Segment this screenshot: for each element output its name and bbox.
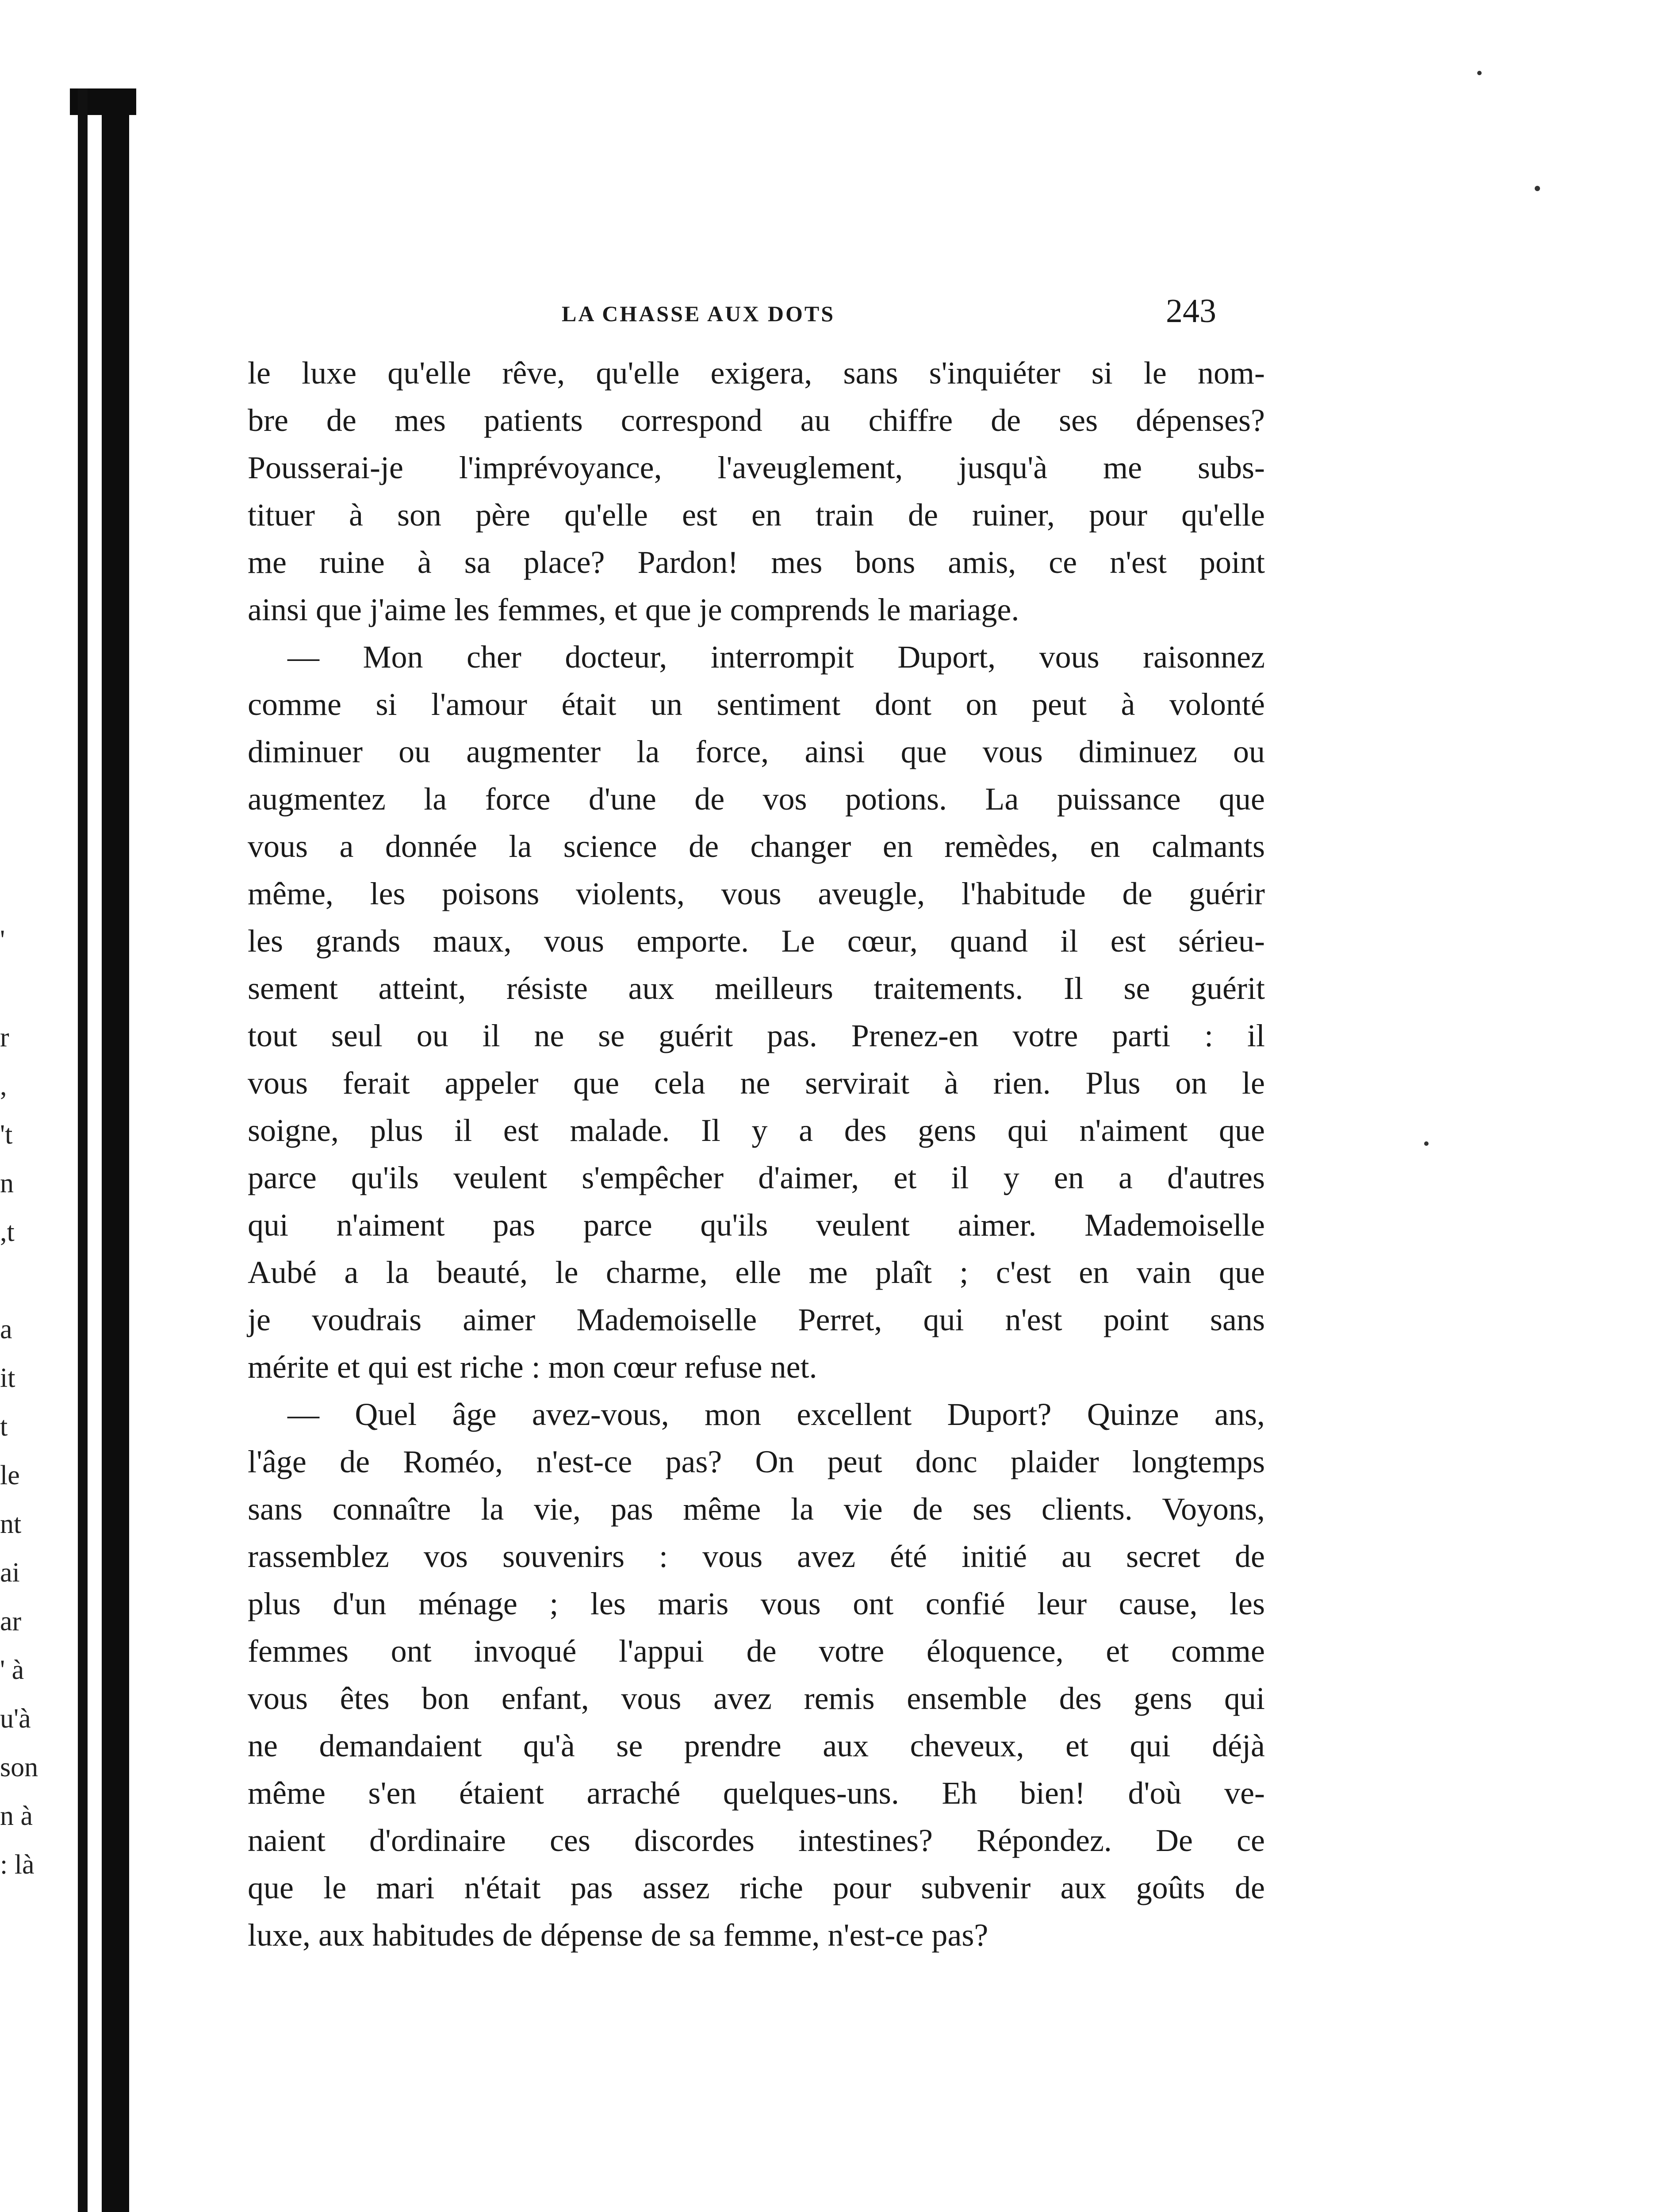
text-line: me ruine à sa place? Pardon! mes bons amis, ce n'est point: [248, 545, 1265, 580]
margin-fragment: ': [0, 925, 5, 955]
facing-page-fragments: [0, 916, 57, 1889]
page-number: 243: [1166, 292, 1216, 330]
running-title: LA CHASSE AUX DOTS: [562, 301, 835, 326]
margin-fragment: ,t: [0, 1217, 15, 1247]
text-line: luxe, aux habitudes de dépense de sa femme, n'est-ce pas?: [248, 1917, 988, 1953]
page-header: [562, 292, 1225, 332]
text-line: bre de mes patients correspond au chiffre de ses dépenses?: [248, 403, 1265, 438]
margin-fragment: 't: [0, 1120, 13, 1150]
margin-fragment: : là: [0, 1850, 34, 1880]
margin-fragment: r: [0, 1022, 9, 1052]
ink-speck: [1535, 186, 1540, 191]
binding-gutter: [102, 93, 129, 2212]
margin-fragment: [0, 1256, 57, 1305]
text-line: vous a donnée la science de changer en remèdes, en calmants: [248, 829, 1265, 864]
text-line: vous ferait appeler que cela ne servirait à rien. Plus on le: [248, 1065, 1265, 1101]
margin-fragment: ar: [0, 1606, 22, 1636]
text-line: rassemblez vos souvenirs : vous avez été initié au secret de: [248, 1539, 1265, 1574]
text-line: le luxe qu'elle rêve, qu'elle exigera, sans s'inquiéter si le nom-: [248, 355, 1265, 391]
ink-speck: [1424, 1141, 1429, 1146]
text-line: comme si l'amour était un sentiment dont on peut à volonté: [248, 687, 1265, 722]
margin-fragment: a: [0, 1314, 12, 1344]
text-line: ainsi que j'aime les femmes, et que je comprends le mariage.: [248, 592, 1019, 627]
text-line: parce qu'ils veulent s'empêcher d'aimer, et il y en a d'autres: [248, 1160, 1265, 1195]
text-line: Pousserai-je l'imprévoyance, l'aveuglement, jusqu'à me subs-: [248, 450, 1265, 485]
margin-fragment: ,: [0, 1071, 7, 1101]
text-line: ne demandaient qu'à se prendre aux cheveux, et qui déjà: [248, 1728, 1265, 1763]
text-line: sans connaître la vie, pas même la vie de ses clients. Voyons,: [248, 1491, 1265, 1527]
binding-edge: [78, 88, 88, 2212]
margin-fragment: it: [0, 1363, 15, 1393]
margin-fragment: n: [0, 1168, 14, 1198]
text-line: augmentez la force d'une de vos potions. La puissance que: [248, 781, 1265, 817]
text-line: les grands maux, vous emporte. Le cœur, quand il est sérieu-: [248, 923, 1265, 959]
margin-fragment: son: [0, 1752, 38, 1782]
text-line: qui n'aiment pas parce qu'ils veulent aimer. Mademoiselle: [248, 1207, 1265, 1243]
text-line: je voudrais aimer Mademoiselle Perret, qui n'est point sans: [248, 1302, 1265, 1337]
text-line: même s'en étaient arraché quelques-uns. Eh bien! d'où ve-: [248, 1775, 1265, 1811]
text-line: sement atteint, résiste aux meilleurs traitements. Il se guérit: [248, 971, 1265, 1006]
text-line: naient d'ordinaire ces discordes intestines? Répondez. De ce: [248, 1823, 1265, 1858]
ink-speck: [1477, 71, 1482, 75]
text-line: — Quel âge avez-vous, mon excellent Duport? Quinze ans,: [287, 1397, 1265, 1432]
margin-fragment: ai: [0, 1558, 20, 1588]
text-line: femmes ont invoqué l'appui de votre éloquence, et comme: [248, 1633, 1265, 1669]
margin-fragment: nt: [0, 1509, 22, 1539]
text-line: que le mari n'était pas assez riche pour subvenir aux goûts de: [248, 1870, 1265, 1905]
text-line: mérite et qui est riche : mon cœur refuse net.: [248, 1349, 817, 1385]
text-line: Aubé a la beauté, le charme, elle me plaît ; c'est en vain que: [248, 1255, 1265, 1290]
margin-fragment: [0, 964, 57, 1013]
margin-fragment: n à: [0, 1801, 33, 1831]
margin-fragment: t: [0, 1412, 8, 1442]
text-line: l'âge de Roméo, n'est-ce pas? On peut donc plaider longtemps: [248, 1444, 1265, 1479]
margin-fragment: u'à: [0, 1704, 31, 1734]
text-line: vous êtes bon enfant, vous avez remis ensemble des gens qui: [248, 1681, 1265, 1716]
margin-fragment: ' à: [0, 1655, 24, 1685]
text-line: tout seul ou il ne se guérit pas. Prenez-en votre parti : il: [248, 1018, 1265, 1053]
text-line: plus d'un ménage ; les maris vous ont confié leur cause, les: [248, 1586, 1265, 1621]
text-line: soigne, plus il est malade. Il y a des gens qui n'aiment que: [248, 1113, 1265, 1148]
text-line: diminuer ou augmenter la force, ainsi que vous diminuez ou: [248, 734, 1265, 769]
text-line: — Mon cher docteur, interrompit Duport, vous raisonnez: [287, 639, 1265, 675]
text-line: tituer à son père qu'elle est en train de ruiner, pour qu'elle: [248, 497, 1265, 533]
body-text: [248, 349, 1265, 1959]
margin-fragment: le: [0, 1460, 20, 1490]
text-line: même, les poisons violents, vous aveugle, l'habitude de guérir: [248, 876, 1265, 911]
